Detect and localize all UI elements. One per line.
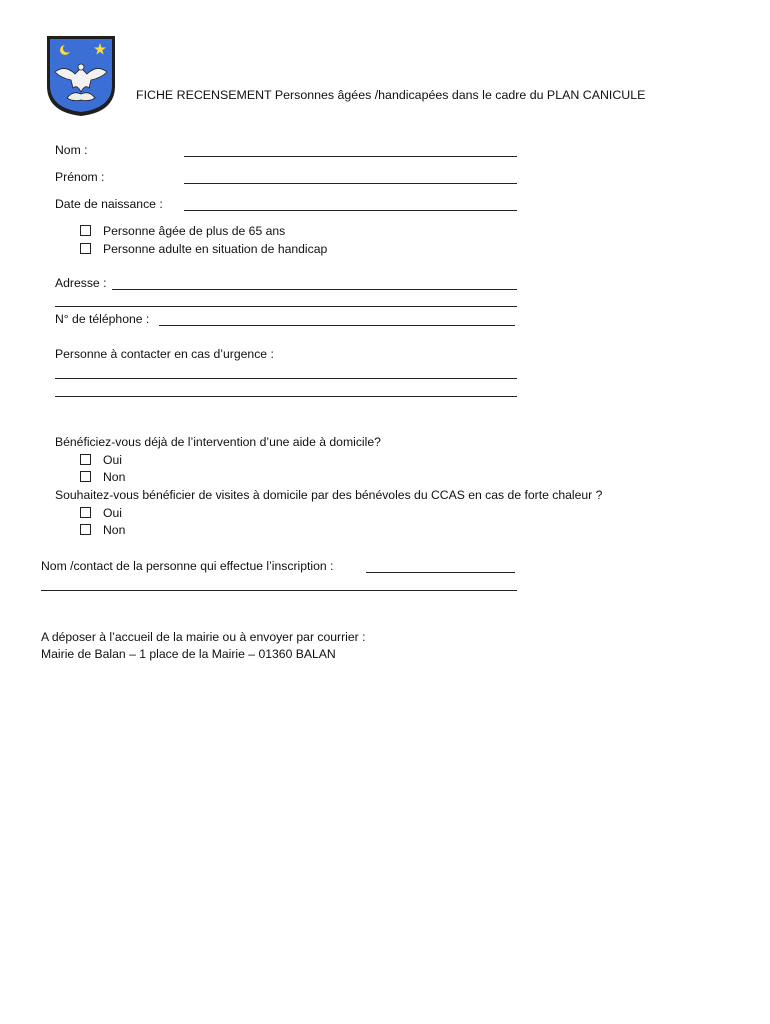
date-naissance-field[interactable] [184, 210, 517, 211]
adresse-field-line2[interactable] [55, 306, 517, 307]
option-label: Oui [103, 506, 122, 520]
option-label: Personne adulte en situation de handicap [103, 242, 328, 256]
q1-option-oui[interactable] [80, 453, 122, 467]
date-naissance-label: Date de naissance : [55, 197, 163, 211]
option-label: Non [103, 523, 126, 537]
q2-option-non[interactable] [80, 523, 125, 537]
prenom-label: Prénom : [55, 170, 105, 184]
checkbox-icon[interactable] [80, 454, 91, 465]
checkbox-icon[interactable] [80, 524, 91, 535]
option-personne-handicap[interactable] [80, 242, 327, 256]
coat-of-arms-logo [45, 34, 117, 118]
option-label: Personne âgée de plus de 65 ans [103, 224, 286, 238]
nom-field[interactable] [184, 156, 517, 157]
question-aide-domicile: Bénéficiez-vous déjà de l’intervention d’une aide à domicile? [55, 435, 381, 449]
q1-option-non[interactable] [80, 470, 125, 484]
option-personne-agee[interactable] [80, 224, 285, 238]
urgence-field[interactable] [55, 378, 517, 379]
inscription-field-line2[interactable] [41, 590, 517, 591]
adresse-field[interactable] [112, 289, 517, 290]
question-visites-benevoles: Souhaitez-vous bénéficier de visites à domicile par des bénévoles du CCAS en cas de forte chaleur ? [55, 488, 603, 502]
checkbox-icon[interactable] [80, 225, 91, 236]
q2-option-oui[interactable] [80, 506, 122, 520]
inscription-label: Nom /contact de la personne qui effectue l’inscription : [41, 559, 334, 573]
option-label: Non [103, 470, 126, 484]
deposit-instructions: A déposer à l’accueil de la mairie ou à envoyer par courrier : [41, 630, 366, 644]
adresse-label: Adresse : [55, 276, 107, 290]
telephone-field[interactable] [159, 325, 515, 326]
nom-label: Nom : [55, 143, 88, 157]
telephone-label: N° de téléphone : [55, 312, 150, 326]
checkbox-icon[interactable] [80, 471, 91, 482]
mairie-address: Mairie de Balan – 1 place de la Mairie – 01360 BALAN [41, 647, 336, 661]
form-title: FICHE RECENSEMENT Personnes âgées /handicapées dans le cadre du PLAN CANICULE [136, 88, 646, 102]
prenom-field[interactable] [184, 183, 517, 184]
inscription-field[interactable] [366, 572, 515, 573]
option-label: Oui [103, 453, 122, 467]
checkbox-icon[interactable] [80, 243, 91, 254]
checkbox-icon[interactable] [80, 507, 91, 518]
urgence-field-line2[interactable] [55, 396, 517, 397]
urgence-label: Personne à contacter en cas d’urgence : [55, 347, 274, 361]
